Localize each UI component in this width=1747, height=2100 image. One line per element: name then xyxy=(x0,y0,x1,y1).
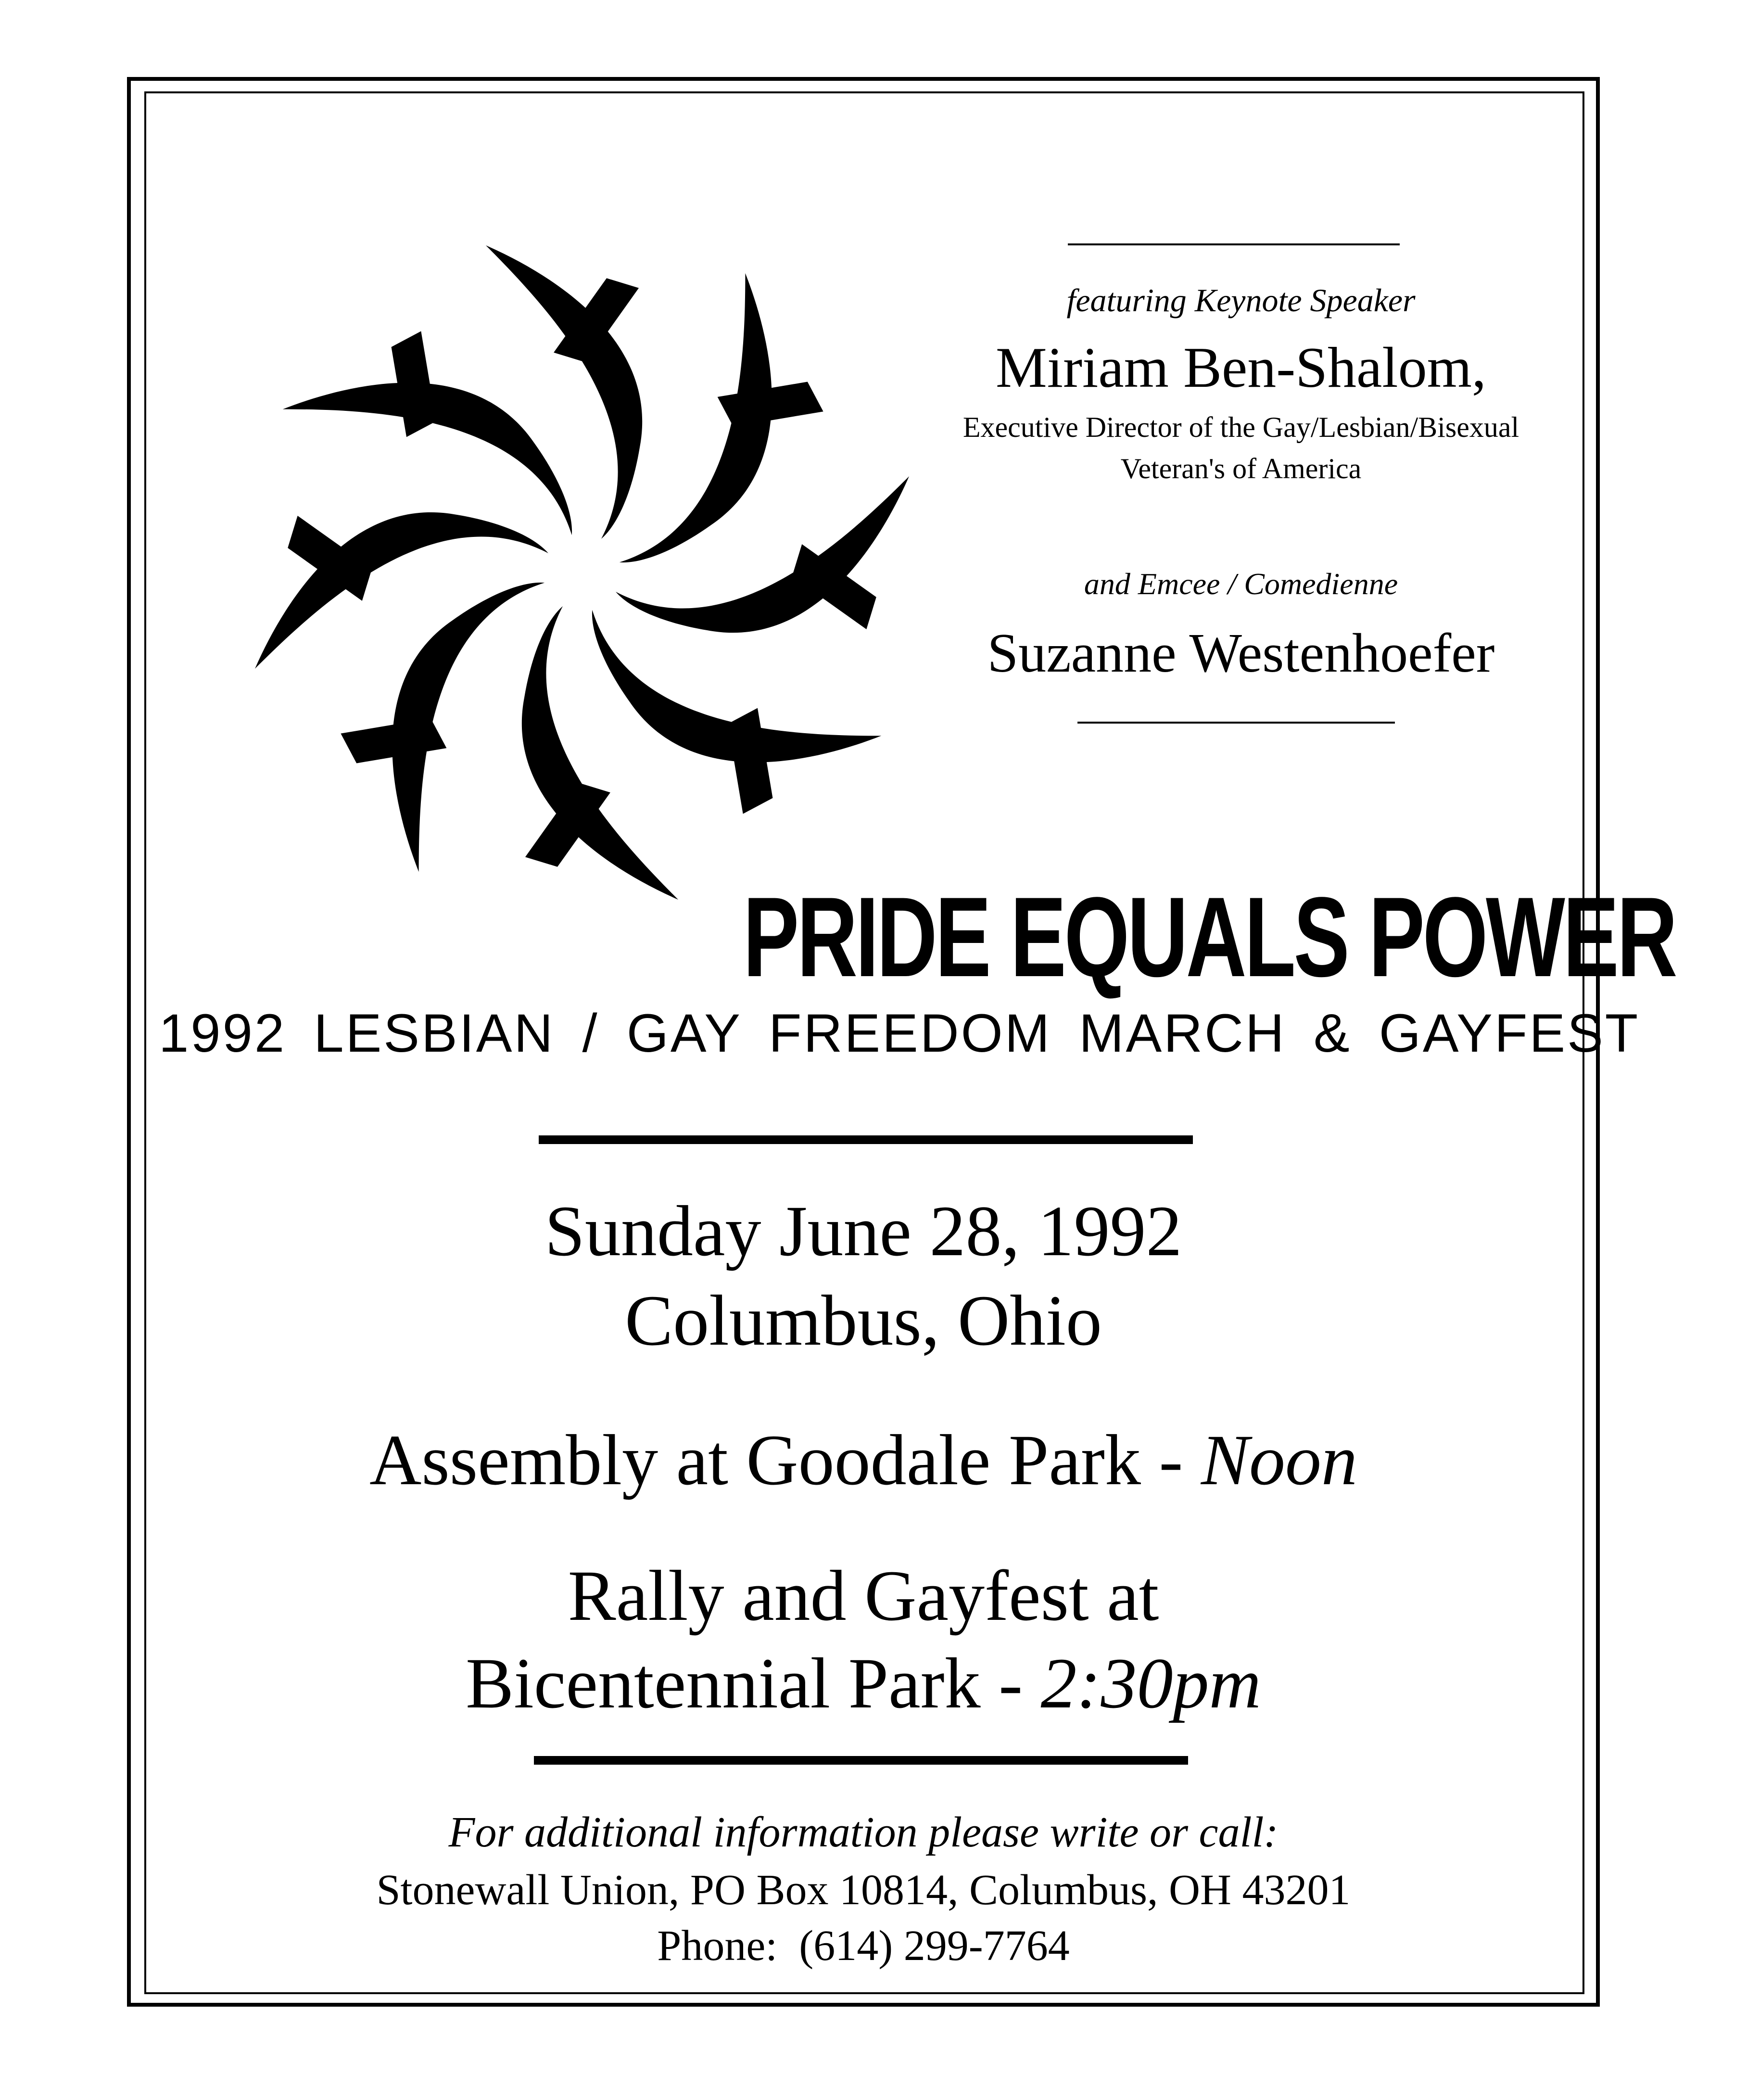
assembly-text: Assembly at Goodale Park - xyxy=(369,1420,1201,1500)
rally-text: Bicentennial Park - xyxy=(466,1643,1041,1723)
emcee-intro: and Emcee / Comedienne xyxy=(1084,567,1398,601)
keynote-speaker-name: Miriam Ben-Shalom, xyxy=(996,335,1486,399)
keynote-intro: featuring Keynote Speaker xyxy=(1066,282,1416,318)
keynote-title-line1: Executive Director of the Gay/Lesbian/Bisexual xyxy=(962,411,1519,443)
contact-phone: Phone: (614) 299-7764 xyxy=(657,1922,1070,1970)
divider-rule-1 xyxy=(539,1135,1193,1144)
contact-intro: For additional information please write or call: xyxy=(448,1808,1279,1856)
assembly-line xyxy=(159,1420,1568,1500)
assembly-time: Noon xyxy=(1201,1420,1357,1500)
speakers-top-rule xyxy=(1068,243,1400,245)
rally-line-1: Rally and Gayfest at xyxy=(568,1556,1159,1636)
contact-address: Stonewall Union, PO Box 10814, Columbus, OH 43201 xyxy=(376,1866,1351,1914)
event-subtitle: 1992 LESBIAN / GAY FREEDOM MARCH & GAYFEST xyxy=(159,1003,1640,1063)
divider-rule-2 xyxy=(534,1756,1188,1765)
speakers-bottom-rule xyxy=(1077,722,1395,724)
rally-time: 2:30pm xyxy=(1040,1643,1261,1723)
event-date: Sunday June 28, 1992 xyxy=(544,1191,1182,1271)
rally-line-2 xyxy=(159,1643,1568,1723)
event-title: PRIDE EQUALS POWER xyxy=(743,874,1676,1001)
event-location: Columbus, Ohio xyxy=(625,1281,1102,1361)
keynote-title-line2: Veteran's of America xyxy=(1120,453,1362,484)
emcee-name: Suzanne Westenhoefer xyxy=(987,623,1495,684)
